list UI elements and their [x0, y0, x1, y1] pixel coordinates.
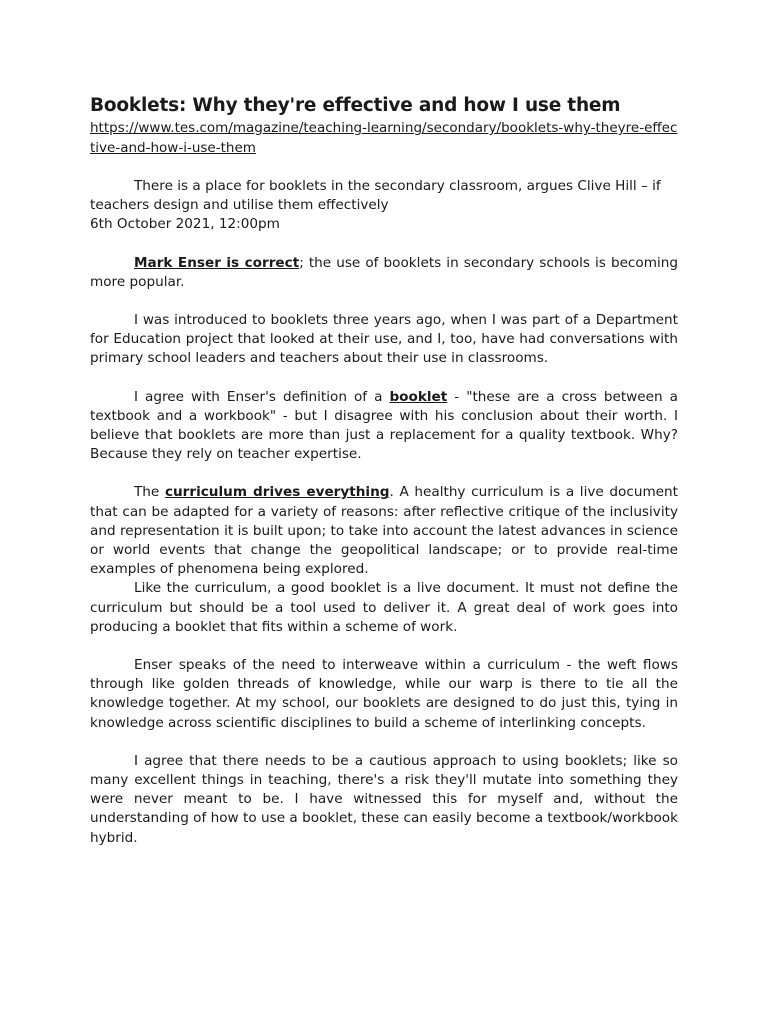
spacer	[90, 464, 678, 483]
document-page	[90, 94, 678, 848]
spacer	[90, 158, 678, 177]
paragraph-1-text: ; the use of booklets in secondary schools is becoming more popular.	[90, 254, 678, 290]
paragraph-4	[90, 483, 678, 579]
paragraph-3-text-before: I agree with Enser's definition of a	[134, 388, 390, 405]
spacer	[90, 369, 678, 388]
standfirst: There is a place for booklets in the secondary classroom, argues Clive Hill – if teachers design and utilise them effectively	[90, 178, 661, 214]
paragraph-3	[90, 388, 678, 465]
paragraph-4-text-before: The	[134, 484, 165, 501]
curriculum-drives-everything-link[interactable]: curriculum drives everything	[164, 484, 390, 501]
paragraph-4-text-after: . A healthy curriculum is a live document that can be adapted for a variety of reasons: after reflective critique of the inclusivity and representation it is built upon; to take into account the latest advances in science or world events that change the geopolitical landscape; or to provide real-time examples of phenomena being explored.	[90, 484, 678, 578]
paragraph-2: I was introduced to booklets three years ago, when I was part of a Department for Education project that looked at their use, and I, too, have had conversations with primary school leaders and teachers about their use in classrooms.	[90, 312, 678, 367]
article-url-link[interactable]: https://www.tes.com/magazine/teaching-learning/secondary/booklets-why-theyre-effective-and-how-i-use-them	[90, 120, 678, 156]
paragraph-5: Like the curriculum, a good booklet is a live document. It must not define the curriculum but should be a tool used to deliver it. A great deal of work goes into producing a booklet that fits within a scheme of work.	[90, 580, 678, 635]
publish-date: 6th October 2021, 12:00pm	[90, 216, 280, 233]
paragraph-1	[90, 254, 678, 292]
booklet-link[interactable]: booklet	[389, 388, 448, 405]
spacer	[90, 292, 678, 311]
spacer	[90, 637, 678, 656]
mark-enser-link[interactable]: Mark Enser is correct	[134, 254, 300, 271]
paragraph-3-text-after: - "these are a cross between a textbook and a workbook" - but I disagree with his conclusion about their worth. I believe that booklets are more than just a replacement for a quality textbook. Why? Because they rely on teacher expertise.	[90, 388, 678, 463]
paragraph-7: I agree that there needs to be a cautious approach to using booklets; like so many excellent things in teaching, there's a risk they'll mutate into something they were never meant to be. I have witnessed this for myself and, without the understanding of how to use a booklet, these can easily become a textbook/workbook hybrid.	[90, 752, 678, 846]
spacer	[90, 733, 678, 752]
article-title: Booklets: Why they're effective and how I use them	[90, 95, 621, 116]
paragraph-6: Enser speaks of the need to interweave within a curriculum - the weft flows through like golden threads of knowledge, while our warp is there to tie all the knowledge together. At my school, our booklets are designed to do just this, tying in knowledge across scientific disciplines to build a scheme of interlinking concepts.	[90, 657, 678, 731]
spacer	[90, 235, 678, 254]
